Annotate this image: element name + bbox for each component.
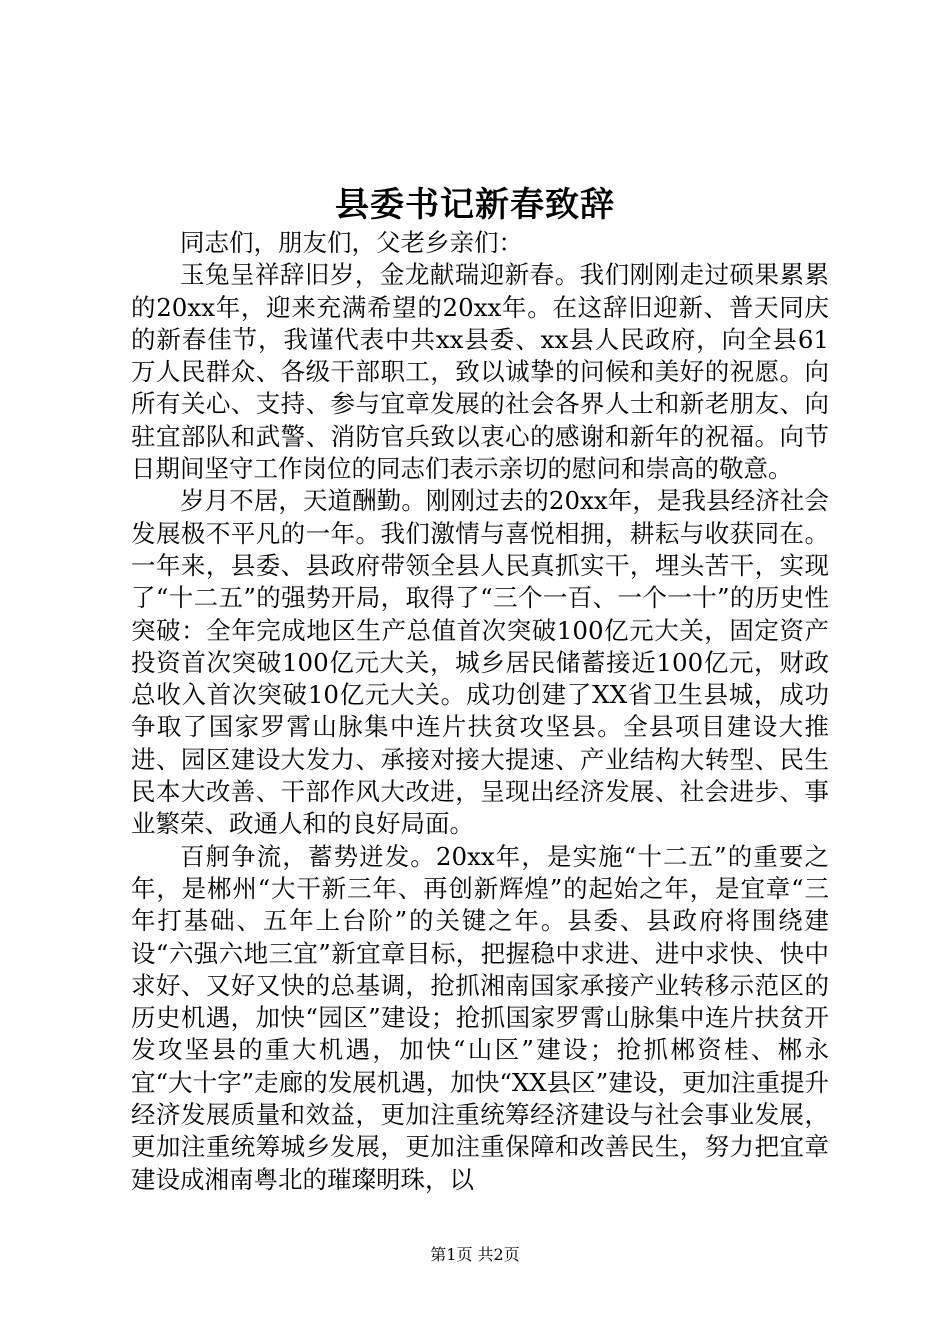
document-title: 县委书记新春致辞 (335, 185, 615, 225)
page-number-footer: 第1页 共2页 (430, 1245, 520, 1264)
body-paragraph: 岁月不居，天道酬勤。刚刚过去的20xx年，是我县经济社会发展极不平凡的一年。我们激情与喜悦相拥，耕耘与收获同在。一年来，县委、县政府带领全县人民真抓实干，埋头苦干，实现了“十二五”的强势开局，取得了“三个一百、一个一十”的历史性突破：全年完成地区生产总值首次突破100亿元大关，固定资产投资首次突破100亿元大关，城乡居民储蓄接近100亿元，财政总收入首次突破10亿元大关。成功创建了XX省卫生县城，成功争取了国家罗霄山脉集中连片扶贫攻坚县。全县项目建设大推进、园区建设大发力、承接对接大提速、产业结构大转型、民生民本大改善、干部作风大改进，呈现出经济发展、社会进步、事业繁荣、政通人和的良好局面。 (131, 486, 829, 839)
body-paragraph: 玉兔呈祥辞旧岁，金龙献瑞迎新春。我们刚刚走过硕果累累的20xx年，迎来充满希望的20xx年。在这辞旧迎新、普天同庆的新春佳节，我谨代表中共xx县委、xx县人民政府，向全县61万人民群众、各级干部职工，致以诚挚的问候和美好的祝愿。向所有关心、支持、参与宜章发展的社会各界人士和新老朋友、向驻宜部队和武警、消防官兵致以衷心的感谢和新年的祝福。向节日期间坚守工作岗位的同志们表示亲切的慰问和崇高的敬意。 (131, 260, 829, 484)
document-body (131, 227, 829, 1196)
salutation-paragraph: 同志们，朋友们，父老乡亲们： (180, 228, 523, 257)
body-paragraph: 百舸争流，蓄势迸发。20xx年，是实施“十二五”的重要之年，是郴州“大干新三年、再创新辉煌”的起始之年，是宜章“三年打基础、五年上台阶”的关键之年。县委、县政府将围绕建设“六强六地三宜”新宜章目标，把握稳中求进、进中求快、快中求好、又好又快的总基调，抢抓湘南国家承接产业转移示范区的历史机遇，加快“园区”建设；抢抓国家罗霄山脉集中连片扶贫开发攻坚县的重大机遇，加快“山区”建设；抢抓郴资桂、郴永宜“大十字”走廊的发展机遇，加快“XX县区”建设，更加注重提升经济发展质量和效益，更加注重统筹经济建设与社会事业发展，更加注重统筹城乡发展，更加注重保障和改善民生，努力把宜章建设成湘南粤北的璀璨明珠，以 (131, 841, 829, 1194)
